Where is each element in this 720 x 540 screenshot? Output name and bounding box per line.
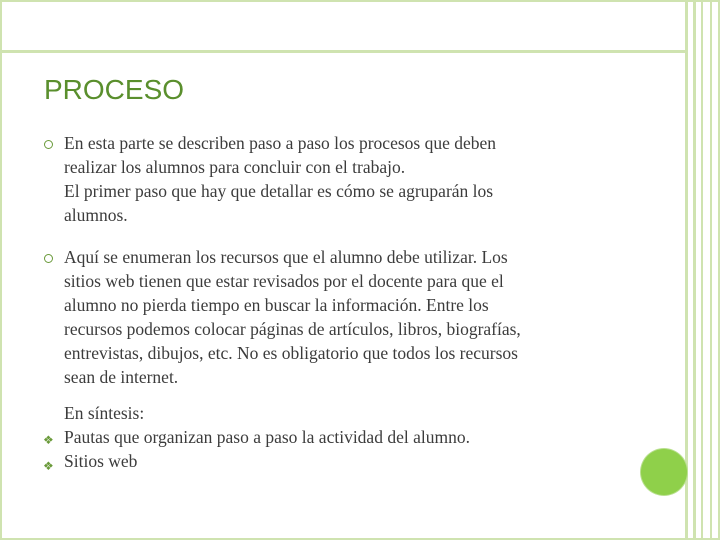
paragraph-resources bbox=[64, 245, 604, 389]
diamond-bullet-icon: ❖ bbox=[43, 459, 54, 473]
decorative-stripe bbox=[693, 0, 696, 540]
summary-item: Pautas que organizan paso a paso la actividad del alumno. bbox=[64, 427, 470, 447]
text-line: sitios web tienen que estar revisados por el docente para que el bbox=[64, 271, 504, 291]
decorative-stripe bbox=[685, 0, 688, 540]
text-line: realizar los alumnos para concluir con el trabajo. bbox=[64, 157, 406, 177]
text-line: alumnos. bbox=[64, 205, 128, 225]
decorative-stripe bbox=[710, 0, 712, 540]
slide-title: PROCESO bbox=[44, 74, 185, 105]
diamond-bullet-icon: ❖ bbox=[43, 433, 54, 447]
summary-block bbox=[64, 401, 604, 473]
title-rule bbox=[0, 50, 685, 53]
decorative-green-circle bbox=[641, 449, 687, 495]
text-line: En esta parte se describen paso a paso los procesos que deben bbox=[64, 133, 497, 153]
text-line: El primer paso que hay que detallar es cómo se agruparán los bbox=[64, 181, 494, 201]
text-line: entrevistas, dibujos, etc. No es obligatorio que todos los recursos bbox=[64, 343, 518, 363]
paragraph-grouping bbox=[64, 131, 584, 227]
text-line: Aquí se enumeran los recursos que el alumno debe utilizar. Los bbox=[64, 247, 508, 267]
summary-heading: En síntesis: bbox=[64, 403, 145, 423]
decorative-stripe bbox=[701, 0, 703, 540]
circle-bullet-icon bbox=[44, 254, 53, 263]
summary-item: Sitios web bbox=[64, 451, 138, 471]
text-line: sean de internet. bbox=[64, 367, 179, 387]
text-line: alumno no pierda tiempo en buscar la información. Entre los bbox=[64, 295, 489, 315]
text-line: recursos podemos colocar páginas de artículos, libros, biografías, bbox=[64, 319, 521, 339]
circle-bullet-icon bbox=[44, 140, 53, 149]
